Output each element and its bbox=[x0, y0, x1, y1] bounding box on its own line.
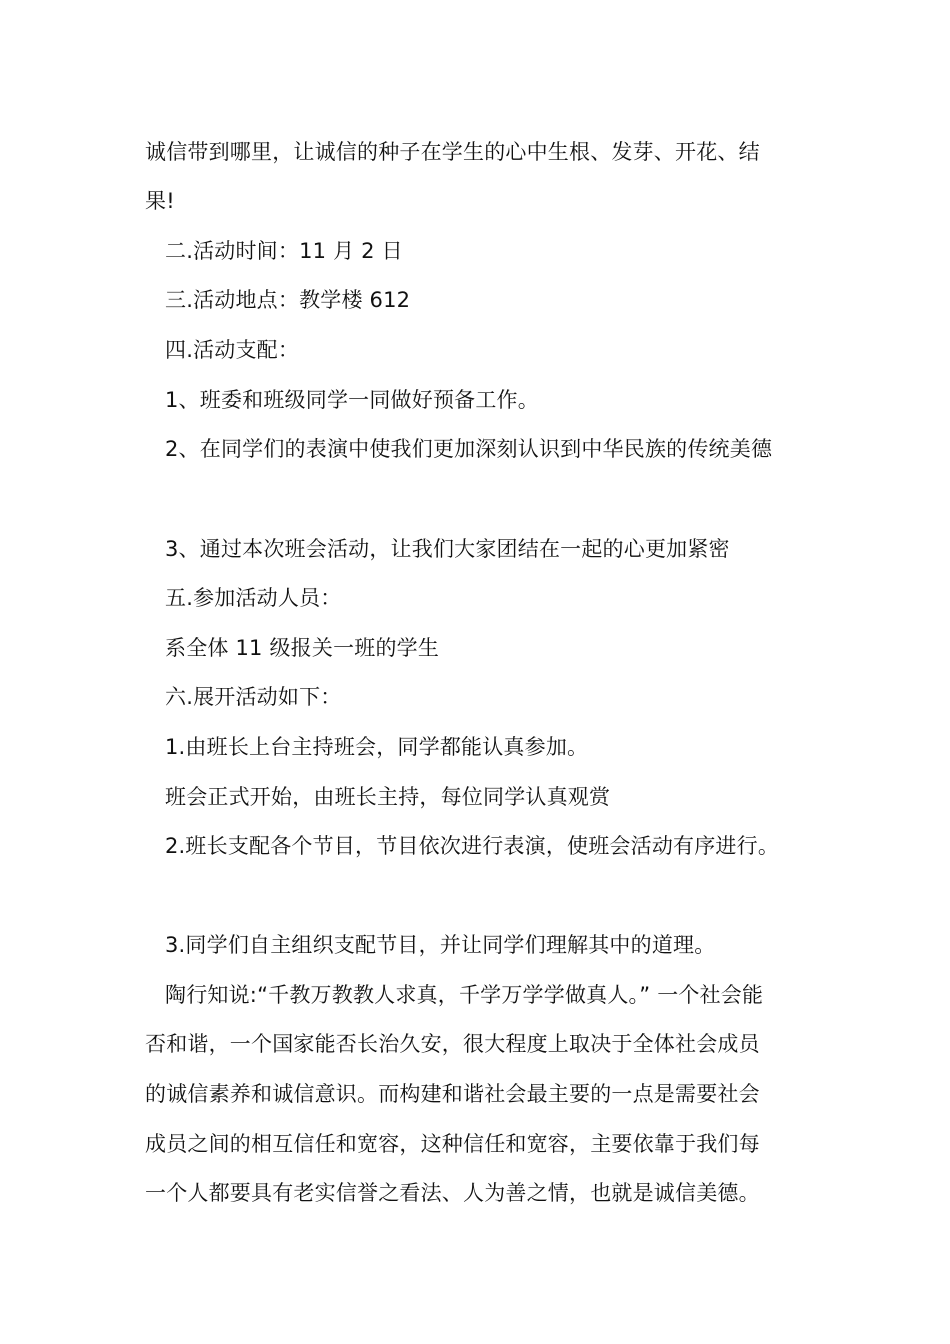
section-heading-participants: 五.参加活动人员： bbox=[165, 586, 342, 610]
paragraph-line: 的诚信素养和诚信意识。而构建和谐社会最主要的一点是需要社会 bbox=[145, 1082, 760, 1106]
list-item: 1.由班长上台主持班会，同学都能认真参加。 bbox=[165, 735, 589, 759]
list-item: 2、在同学们的表演中使我们更加深刻认识到中华民族的传统美德 bbox=[165, 437, 773, 461]
paragraph-line: 班会正式开始，由班长主持，每位同学认真观赏 bbox=[165, 785, 611, 809]
section-heading-time: 二.活动时间：11 月 2 日 bbox=[165, 239, 403, 263]
list-item: 3、通过本次班会活动，让我们大家团结在一起的心更加紧密 bbox=[165, 537, 730, 561]
paragraph-line: 系全体 11 级报关一班的学生 bbox=[165, 636, 440, 660]
list-item: 3.同学们自主组织支配节目，并让同学们理解其中的道理。 bbox=[165, 933, 716, 957]
list-item: 2.班长支配各个节目，节目依次进行表演，使班会活动有序进行。 bbox=[165, 834, 780, 858]
section-heading-location: 三.活动地点：教学楼 612 bbox=[165, 288, 411, 312]
paragraph-line: 果! bbox=[145, 189, 175, 213]
section-heading-activities: 六.展开活动如下： bbox=[165, 685, 342, 709]
paragraph-line: 否和谐，一个国家能否长治久安，很大程度上取决于全体社会成员 bbox=[145, 1032, 760, 1056]
list-item: 1、班委和班级同学一同做好预备工作。 bbox=[165, 388, 539, 412]
section-heading-arrangement: 四.活动支配： bbox=[165, 338, 300, 362]
paragraph-line: 一个人都要具有老实信誉之看法、人为善之情，也就是诚信美德。 bbox=[145, 1181, 760, 1205]
paragraph-line: 陶行知说:“千教万教教人求真，千学万学学做真人。” 一个社会能 bbox=[165, 983, 764, 1007]
paragraph-line: 诚信带到哪里，让诚信的种子在学生的心中生根、发芽、开花、结 bbox=[145, 140, 760, 164]
paragraph-line: 成员之间的相互信任和宽容，这种信任和宽容，主要依靠于我们每 bbox=[145, 1132, 760, 1156]
